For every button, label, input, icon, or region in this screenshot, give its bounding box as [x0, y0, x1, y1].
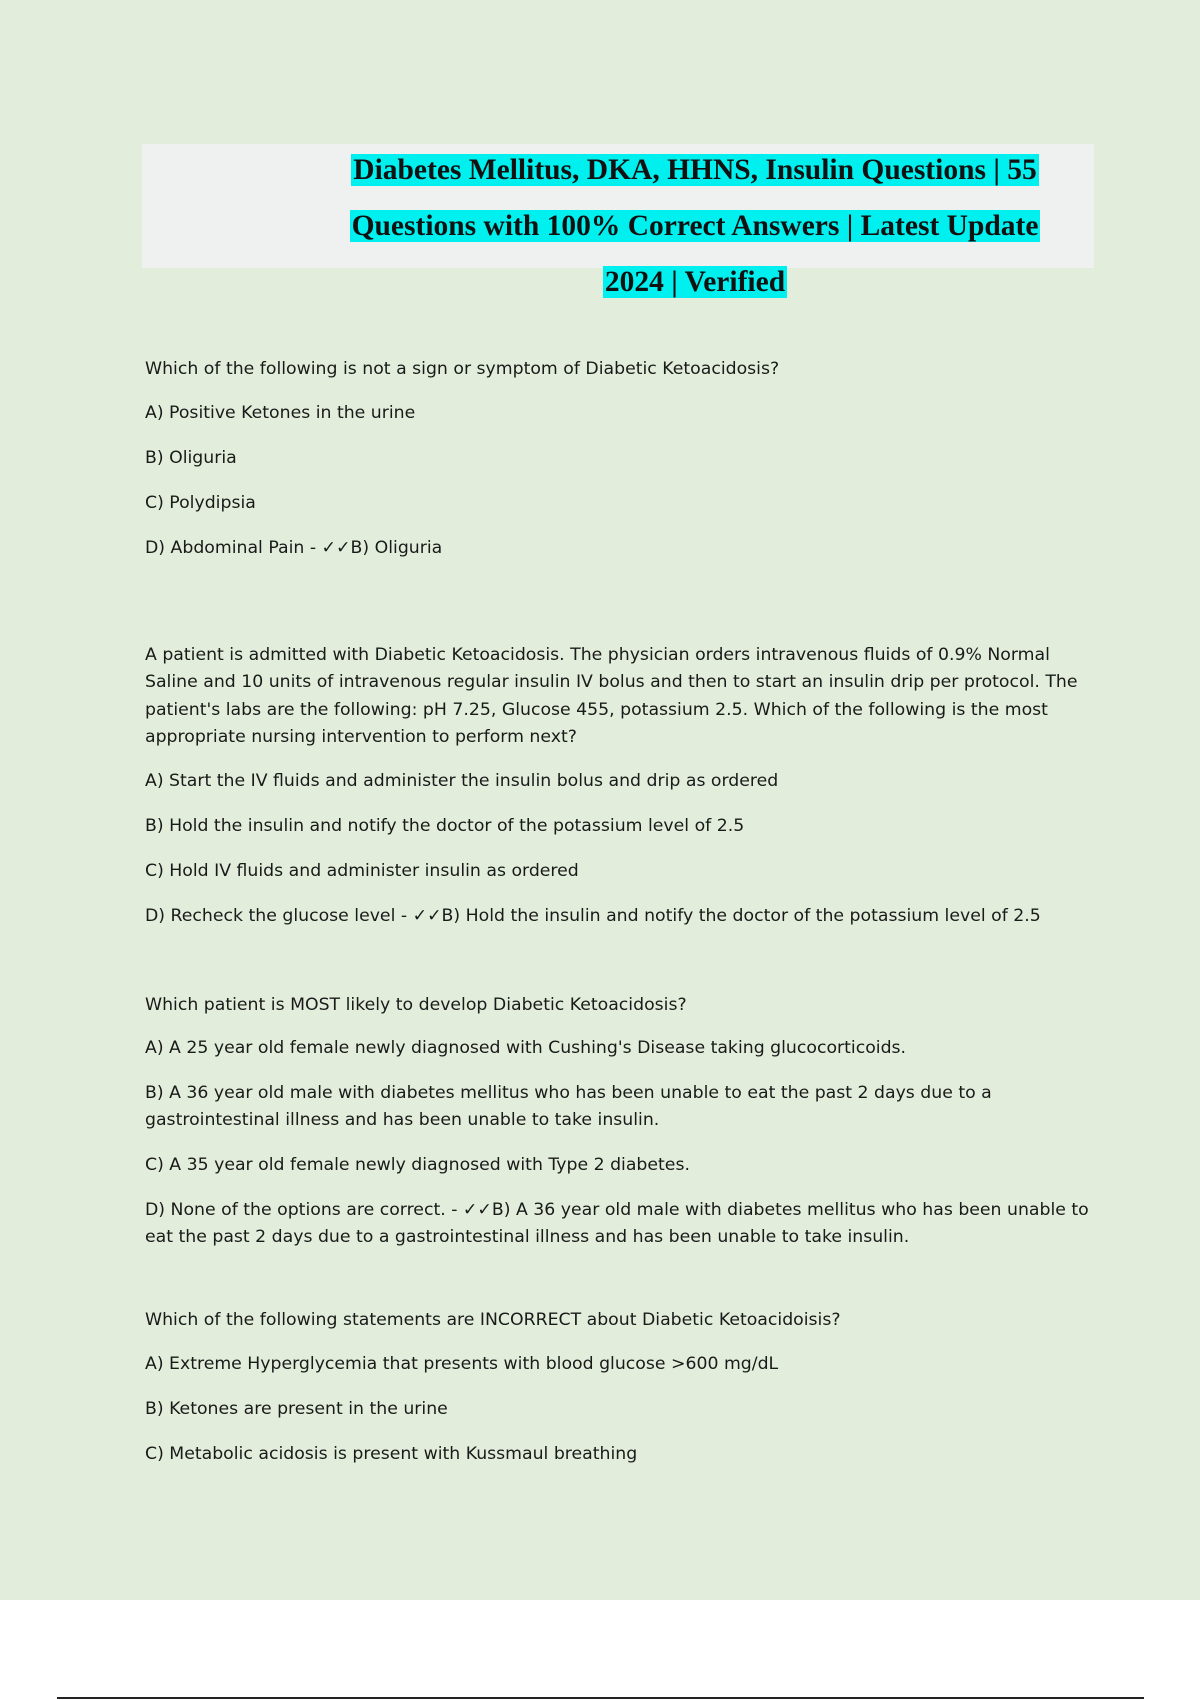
question-stem: Which patient is MOST likely to develop Diabetic Ketoacidosis? [145, 994, 687, 1015]
question-stem: Which of the following statements are INCORRECT about Diabetic Ketoacidoisis? [145, 1310, 841, 1330]
answer-option: B) Hold the insulin and notify the doctor of the potassium level of 2.5 [145, 815, 745, 836]
question-block [145, 642, 1095, 930]
question-stem: Which of the following is not a sign or symptom of Diabetic Ketoacidosis? [145, 359, 780, 379]
answer-option: A) Start the IV fluids and administer the insulin bolus and drip as ordered [145, 770, 779, 791]
answer-option: C) Polydipsia [145, 492, 256, 513]
question-block [145, 356, 1095, 562]
title-line: 2024 | Verified [604, 266, 786, 298]
answer-option: A) Extreme Hyperglycemia that presents with blood glucose >600 mg/dL [145, 1353, 779, 1374]
answer-option: A) A 25 year old female newly diagnosed with Cushing's Disease taking glucocorticoids. [145, 1038, 907, 1058]
question-list [145, 356, 1095, 1512]
answer-option: A) Positive Ketones in the urine [145, 402, 416, 423]
document-title [300, 142, 1090, 310]
answer-option: C) A 35 year old female newly diagnosed with Type 2 diabetes. [145, 1155, 690, 1175]
answer-option: B) Ketones are present in the urine [145, 1398, 448, 1419]
bottom-divider [57, 1697, 1144, 1699]
answer-option: B) A 36 year old male with diabetes mellitus who has been unable to eat the past 2 days due to a gastrointestinal illness and has been unable to take insulin. [145, 1083, 992, 1130]
title-line: Questions with 100% Correct Answers | Latest Update [351, 210, 1039, 242]
answer-option: C) Metabolic acidosis is present with Kussmaul breathing [145, 1443, 638, 1464]
answer-option: D) None of the options are correct. - ✓✓B) A 36 year old male with diabetes mellitus who has been unable to eat the past 2 days due to a gastrointestinal illness and has been unable to take insulin. [145, 1200, 1089, 1247]
answer-option: B) Oliguria [145, 447, 237, 468]
question-block [145, 1307, 1095, 1468]
answer-option: D) Abdominal Pain - ✓✓B) Oliguria [145, 537, 443, 558]
answer-option: D) Recheck the glucose level - ✓✓B) Hold the insulin and notify the doctor of the potassium level of 2.5 [145, 905, 1041, 926]
question-block [145, 992, 1095, 1252]
title-line: Diabetes Mellitus, DKA, HHNS, Insulin Questions | 55 [353, 154, 1037, 186]
answer-option: C) Hold IV fluids and administer insulin as ordered [145, 860, 579, 881]
question-stem: A patient is admitted with Diabetic Ketoacidosis. The physician orders intravenous fluids of 0.9% Normal Saline and 10 units of intravenous regular insulin IV bolus and then to start an insulin drip per protocol. The patient's labs are the following: pH 7.25, Glucose 455, potassium 2.5. Which of the following is the most appropriate nursing intervention to perform next? [145, 644, 1078, 747]
